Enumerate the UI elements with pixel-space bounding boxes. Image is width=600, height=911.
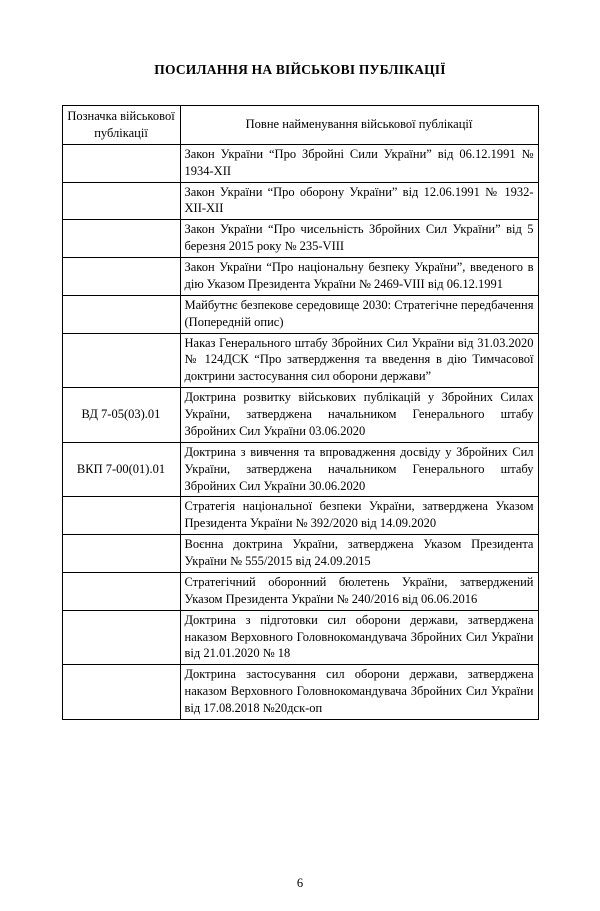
publication-name-cell: Закон України “Про національну безпеку України”, введеного в дію Указом Президента України № 2469-VIII від 06.12.1991 <box>180 258 538 296</box>
publication-name-cell: Наказ Генерального штабу Збройних Сил України від 31.03.2020 № 124ДСК “Про затвердження та введення в дію Тимчасової доктрини застосування сил оборони держави” <box>180 333 538 388</box>
publication-name-cell: Закон України “Про Збройні Сили України” від 06.12.1991 № 1934-XII <box>180 144 538 182</box>
designation-cell <box>62 182 180 220</box>
page-title: ПОСИЛАННЯ НА ВІЙСЬКОВІ ПУБЛІКАЦІЇ <box>154 62 446 77</box>
designation-cell <box>62 333 180 388</box>
designation-cell <box>62 258 180 296</box>
publication-name-cell: Закон України “Про оборону України” від 12.06.1991 № 1932-XII-XII <box>180 182 538 220</box>
table-row <box>62 182 538 220</box>
table-row <box>62 442 538 497</box>
table-row <box>62 665 538 720</box>
table-row <box>62 610 538 665</box>
table-row <box>62 220 538 258</box>
table-row <box>62 535 538 573</box>
designation-cell <box>62 535 180 573</box>
designation-cell <box>62 665 180 720</box>
publication-name-cell: Стратегія національної безпеки України, затверджена Указом Президента України № 392/2020 від 14.09.2020 <box>180 497 538 535</box>
publication-name-cell: Закон України “Про чисельність Збройних Сил України” від 5 березня 2015 року № 235-VIII <box>180 220 538 258</box>
publication-name-cell: Воєнна доктрина України, затверджена Указом Президента України № 555/2015 від 24.09.2015 <box>180 535 538 573</box>
table-row <box>62 333 538 388</box>
designation-cell: ВКП 7-00(01).01 <box>62 442 180 497</box>
table-row <box>62 388 538 443</box>
designation-cell <box>62 220 180 258</box>
designation-cell <box>62 295 180 333</box>
designation-cell <box>62 610 180 665</box>
designation-cell: ВД 7-05(03).01 <box>62 388 180 443</box>
designation-cell <box>62 497 180 535</box>
table-row <box>62 295 538 333</box>
table-row <box>62 258 538 296</box>
publications-table <box>62 105 539 720</box>
publication-name-cell: Доктрина з підготовки сил оборони держави, затверджена наказом Верховного Головнокомандувача Збройних Сил України від 21.01.2020 № 18 <box>180 610 538 665</box>
header-designation: Позначка військової публікації <box>62 106 180 145</box>
publication-name-cell: Доктрина розвитку військових публікацій у Збройних Силах України, затверджена начальником Генерального штабу Збройних Сил України 03.06.2020 <box>180 388 538 443</box>
table-row <box>62 144 538 182</box>
publication-name-cell: Доктрина з вивчення та впровадження досвіду у Збройних Сил України, затверджена начальником Генерального штабу Збройних Сил України 30.06.2020 <box>180 442 538 497</box>
designation-cell <box>62 572 180 610</box>
table-row <box>62 497 538 535</box>
publication-name-cell: Стратегічний оборонний бюлетень України, затверджений Указом Президента України № 240/2016 від 06.06.2016 <box>180 572 538 610</box>
table-row <box>62 572 538 610</box>
designation-cell <box>62 144 180 182</box>
header-publication-name: Повне найменування військової публікації <box>180 106 538 145</box>
publication-name-cell: Майбутнє безпекове середовище 2030: Стратегічне передбачення (Попередній опис) <box>180 295 538 333</box>
table-header-row <box>62 106 538 145</box>
publication-name-cell: Доктрина застосування сил оборони держави, затверджена наказом Верховного Головнокомандувача Збройних Сил України від 17.08.2018 №20дск-оп <box>180 665 538 720</box>
page-number: 6 <box>296 876 304 890</box>
